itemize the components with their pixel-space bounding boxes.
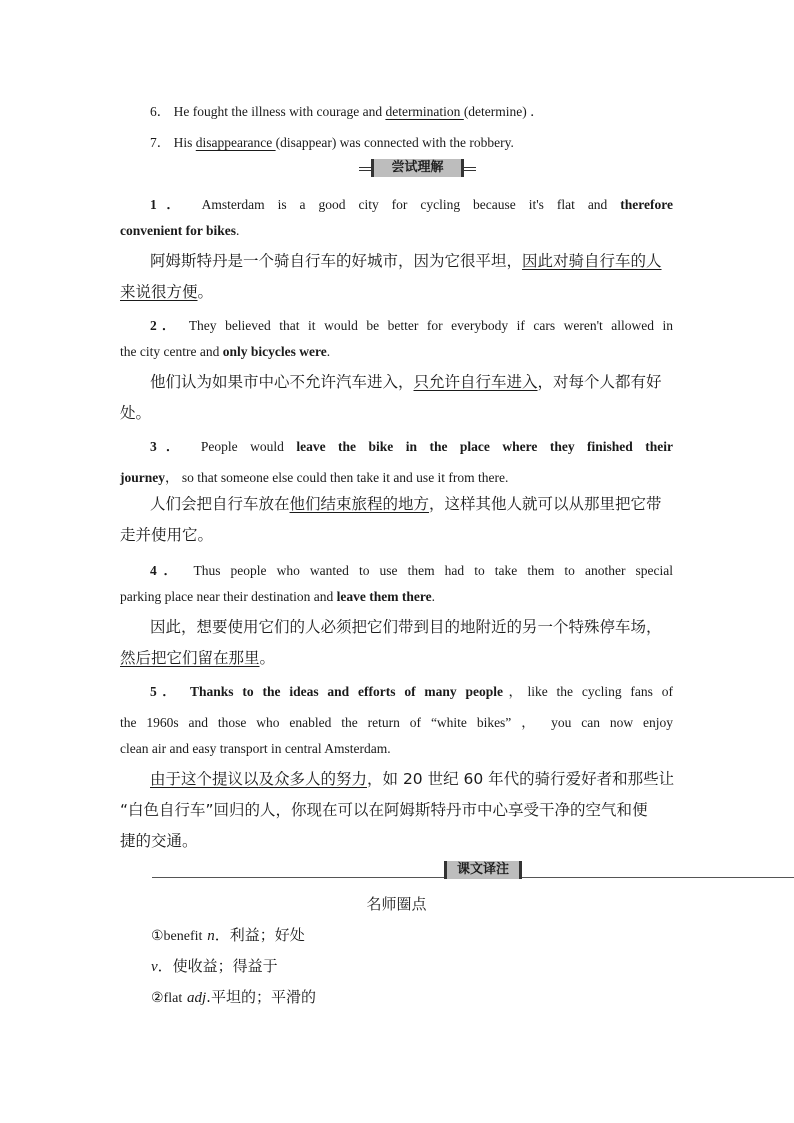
sentence-3-en-line-1	[150, 435, 673, 455]
translation-text: 捷的交通。	[120, 832, 198, 850]
sentence-text: parking place near their destination and	[120, 589, 334, 604]
translation-text: 阿姆斯特丹是一个骑自行车的好城市，因为它很平坦，	[150, 252, 523, 270]
sentence-5-zh-line-1	[150, 767, 673, 789]
sentence-4-zh-line-1	[150, 615, 673, 637]
key-phrase: leave them there	[336, 589, 432, 604]
sentence-1-zh-line-2	[120, 280, 673, 302]
note-item	[151, 924, 305, 945]
sentence-text: They believed that it would be better for everybody if cars weren't allowed in	[188, 318, 674, 333]
sentence-number: 1．	[150, 197, 190, 212]
sentence-text: clean air and easy transport in central Amsterdam.	[120, 741, 391, 756]
sentence-5-en-line-3	[120, 741, 673, 757]
item-text: His	[173, 135, 193, 150]
item-hint: (determine) ．	[463, 104, 544, 119]
translation-text: 因此，想要使用它们的人必须把它们带到目的地附近的另一个特殊停车场，	[150, 618, 662, 636]
sentence-text: Thus people who wanted to use them had to take them to another special	[193, 563, 673, 578]
sentence-number: 2．	[150, 318, 181, 333]
translation-text: ，对每个人都有好	[537, 373, 662, 391]
sentence-2-en-line-2	[120, 344, 673, 360]
sentence-number: 3．	[150, 439, 189, 454]
sentence-text: .	[236, 223, 240, 238]
sentence-1-en-line-1	[150, 193, 673, 213]
part-of-speech: v	[151, 959, 158, 975]
sentence-text: ， so that someone else could then take it and use it from there.	[165, 470, 509, 485]
sentence-4-en-line-2	[120, 589, 673, 605]
section-banner-try	[359, 159, 476, 177]
item-number: 7．	[150, 135, 171, 150]
exercise-item-6	[150, 100, 650, 120]
key-phrase: only bicycles were	[222, 344, 327, 359]
sentence-1-en-line-2	[120, 223, 673, 239]
sentence-5-en-line-2	[120, 711, 673, 731]
sentence-text: .	[431, 589, 436, 604]
sentence-5-zh-line-3	[120, 829, 673, 851]
translation-text: 他们认为如果市中心不允许汽车进入，	[150, 373, 414, 391]
sentence-3-en-line-2	[120, 466, 673, 486]
exercise-item-7	[150, 131, 650, 151]
translation-underlined: 然后把它们留在那里	[120, 649, 260, 667]
sentence-number: 5．	[150, 684, 182, 699]
sentence-text: People would	[200, 439, 284, 454]
translation-underlined: 因此对骑自行车的人	[522, 252, 662, 270]
sentence-number: 4．	[150, 563, 184, 578]
translation-text: “白色自行车”回归的人，你现在可以在阿姆斯特丹市中心享受干净的空气和便	[120, 801, 648, 819]
translation-underlined: 只允许自行车进入	[413, 373, 538, 391]
translation-text: 人们会把自行车放在	[150, 495, 290, 513]
banner-label: 尝试理解	[371, 159, 464, 177]
notes-heading: 名师圈点	[366, 895, 427, 913]
translation-underlined: 他们结束旅程的地方	[289, 495, 430, 513]
translation-underlined: 由于这个提议以及众多人的努力	[150, 770, 368, 788]
translation-text: ，如 20 世纪 60 年代的骑行爱好者和那些让	[367, 770, 675, 788]
sentence-text: ，like the cycling fans of	[503, 684, 674, 699]
translation-text: 走并使用它。	[120, 526, 214, 544]
sentence-5-zh-line-2	[120, 798, 673, 820]
sentence-2-zh-line-2	[120, 401, 673, 423]
translation-underlined: 来说很方便	[120, 283, 198, 301]
note-item	[151, 986, 316, 1007]
part-of-speech: n	[207, 928, 215, 944]
sentence-2-zh-line-1	[150, 370, 673, 392]
answer-blank: determination	[385, 104, 464, 119]
sentence-5-en-line-1	[150, 680, 673, 700]
note-definition: ．使收益；得益于	[157, 957, 278, 975]
note-term: ①benefit	[151, 929, 203, 944]
sentence-text: the 1960s and those who enabled the return of “white bikes” ， you can now enjoy	[120, 715, 673, 730]
translation-text: ，这样其他人就可以从那里把它带	[429, 495, 662, 513]
sentence-3-zh-line-2	[120, 523, 673, 545]
sentence-text: .	[326, 344, 331, 359]
sentence-text: Amsterdam is a good city for cycling because it's flat and	[201, 197, 608, 212]
sentence-1-zh-line-1	[150, 249, 673, 271]
note-item	[151, 955, 278, 976]
key-phrase: therefore	[620, 197, 674, 212]
sentence-4-zh-line-2	[120, 646, 673, 668]
note-definition: ．利益；好处	[214, 926, 305, 944]
sentence-text: the city centre and	[120, 344, 220, 359]
key-phrase: Thanks to the ideas and efforts of many people	[190, 684, 504, 699]
translation-text: 处。	[120, 404, 152, 422]
translation-text: 。	[259, 649, 276, 667]
item-text: He fought the illness with courage and	[173, 104, 383, 119]
sentence-3-zh-line-1	[150, 492, 673, 514]
part-of-speech: adj	[187, 990, 207, 1006]
section-title: 课文译注	[444, 861, 522, 879]
translation-text: 。	[197, 283, 214, 301]
note-term: ②flat	[151, 991, 183, 1006]
key-phrase: journey	[120, 470, 165, 485]
key-phrase: leave the bike in the place where they finished their	[296, 439, 674, 454]
note-definition: .平坦的；平滑的	[206, 988, 316, 1006]
item-hint: (disappear) was connected with the robbery.	[275, 135, 514, 150]
key-phrase: convenient for bikes	[120, 223, 237, 238]
item-number: 6．	[150, 104, 171, 119]
answer-blank: disappearance	[195, 135, 276, 150]
sentence-2-en-line-1	[150, 314, 673, 334]
sentence-4-en-line-1	[150, 559, 673, 579]
